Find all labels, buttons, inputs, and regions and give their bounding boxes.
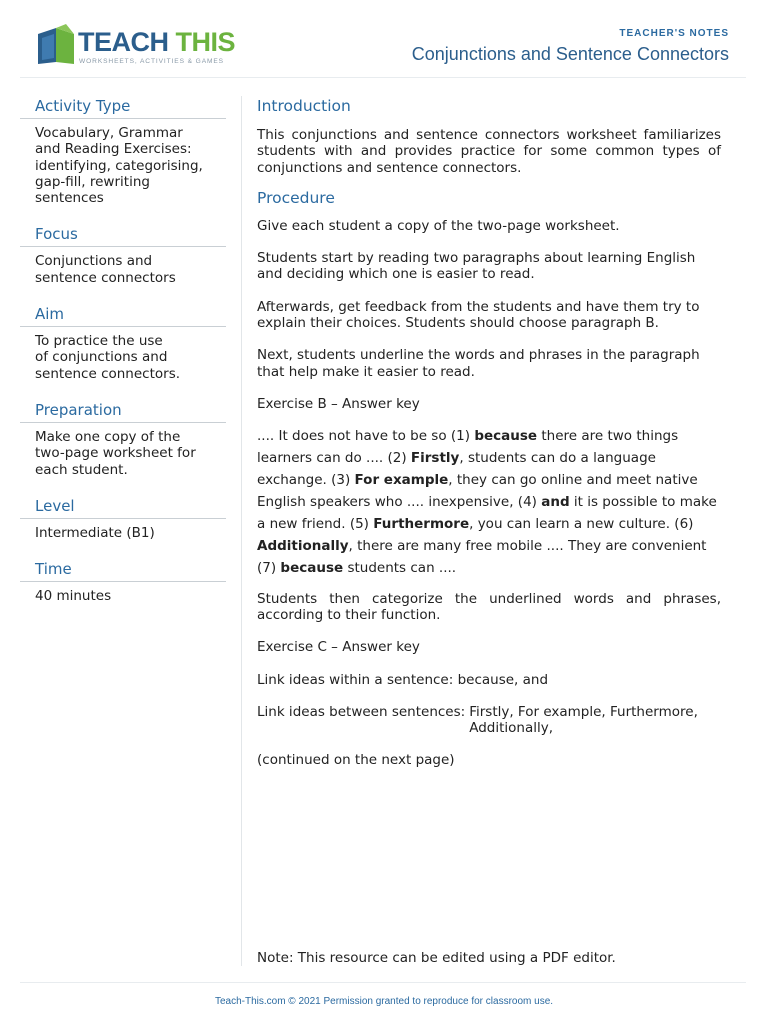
logo-tagline: WORKSHEETS, ACTIVITIES & GAMES: [79, 58, 224, 65]
exercise-b-label: Exercise B – Answer key: [257, 395, 420, 412]
teach-this-logo: [36, 24, 236, 70]
logo-word-this: THIS: [175, 27, 236, 57]
sidebar-activity-type: [20, 96, 226, 206]
document-title: Conjunctions and Sentence Connectors: [411, 44, 729, 64]
teachers-notes-label: TEACHER'S NOTES: [619, 28, 729, 39]
link-between-value: Firstly, For example, Furthermore, Additionally,: [469, 703, 698, 737]
logo-wordmark: [78, 25, 235, 59]
main-content: [257, 96, 721, 769]
sidebar-text: Intermediate (B1): [35, 524, 155, 541]
sidebar-heading: Focus: [20, 224, 226, 247]
footer-copyright: Teach-This.com © 2021 Permission granted to reproduce for classroom use.: [214, 996, 554, 1007]
link-between-sentences: [257, 704, 721, 737]
introduction-heading: Introduction: [257, 97, 351, 115]
link-between-label: Link ideas between sentences:: [257, 703, 466, 720]
sidebar-aim: [20, 304, 226, 382]
book-logo-icon: [36, 24, 76, 66]
answer-word: For example: [354, 472, 449, 489]
answer-text: there are two things learners can do .... (2): [257, 428, 679, 467]
procedure-step: Students then categorize the underlined words and phrases, according to their function.: [257, 590, 721, 623]
answer-text: students can ....: [343, 559, 457, 576]
answer-text: it is possible to make a new friend. (5): [257, 493, 717, 532]
answer-word: because: [280, 559, 344, 576]
sidebar-heading: Aim: [20, 304, 226, 327]
procedure-step: Give each student a copy of the two-page worksheet.: [257, 217, 620, 234]
answer-word: Furthermore: [373, 515, 470, 532]
procedure-step: Afterwards, get feedback from the students and have them try to explain their choices. Students should choose paragraph B.: [257, 298, 700, 332]
sidebar-text: Conjunctions and sentence connectors: [35, 253, 176, 286]
sidebar-text: Vocabulary, Grammar and Reading Exercises: identifying, categorising, gap-fill, rewriting sentences: [35, 125, 203, 207]
answer-text: , you can learn a new culture. (6): [469, 515, 694, 532]
page-header: [0, 0, 768, 78]
sidebar: [20, 96, 226, 622]
sidebar-text: 40 minutes: [35, 588, 112, 605]
sidebar-heading: Activity Type: [20, 96, 226, 119]
answer-text: .... It does not have to be so (1): [257, 428, 475, 445]
sidebar-heading: Preparation: [20, 400, 226, 423]
header-divider: [20, 77, 746, 78]
procedure-heading: Procedure: [257, 188, 335, 207]
sidebar-level: [20, 496, 226, 541]
procedure-step: Students start by reading two paragraphs about learning English and deciding which one is easier to read.: [257, 250, 696, 283]
answer-word: Firstly: [410, 450, 460, 467]
answer-text: , they can go online and meet native English speakers who .... inexpensive, (4): [257, 472, 698, 510]
introduction-text: This conjunctions and sentence connectors worksheet familiarizes students with and provides practice for some common types of conjunctions and sentence connectors.: [257, 127, 721, 176]
sidebar-preparation: [20, 400, 226, 478]
pdf-editor-note: Note: This resource can be edited using a PDF editor.: [257, 950, 616, 966]
answer-word: Additionally: [257, 537, 349, 554]
sidebar-text: Make one copy of the two-page worksheet for each student.: [35, 428, 196, 478]
exercise-b-answer-key: [257, 426, 721, 579]
answer-text: , students can do a language exchange. (3): [257, 450, 656, 489]
answer-word: and: [541, 493, 570, 510]
link-within-sentence: Link ideas within a sentence: because, and: [257, 671, 549, 688]
footer-divider: [20, 982, 746, 983]
sidebar-text: To practice the use of conjunctions and sentence connectors.: [35, 333, 181, 382]
sidebar-heading: Level: [20, 496, 226, 519]
sidebar-focus: [20, 224, 226, 286]
logo-word-teach: TEACH: [78, 27, 169, 57]
sidebar-time: [20, 559, 226, 604]
exercise-c-label: Exercise C – Answer key: [257, 639, 420, 656]
sidebar-heading: Time: [20, 559, 226, 582]
column-divider: [241, 96, 242, 966]
continued-note: (continued on the next page): [257, 752, 455, 769]
procedure-step: Next, students underline the words and phrases in the paragraph that help make it easier to read.: [257, 347, 700, 380]
answer-text: , there are many free mobile .... They are convenient (7): [257, 537, 707, 576]
answer-word: because: [474, 428, 538, 445]
